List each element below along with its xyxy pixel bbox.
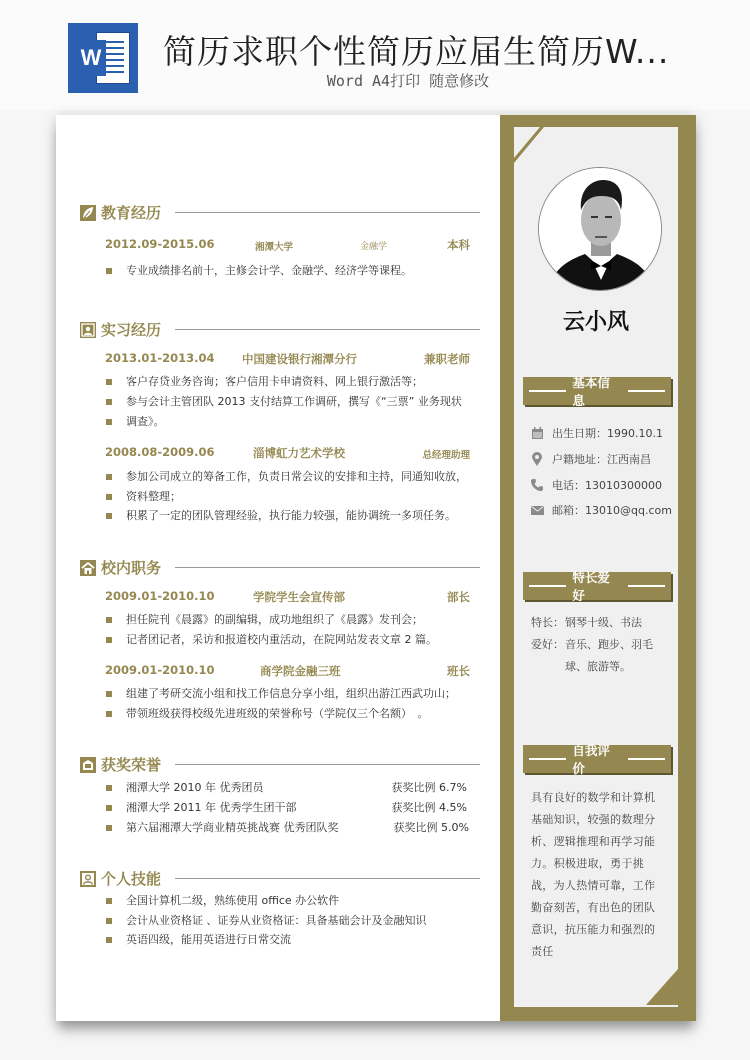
info-text: 出生日期：1990.10.1 [552,427,663,440]
award-ratio: 获奖比例 6.7% [391,781,467,794]
user-icon [80,871,96,887]
mail-icon [530,503,544,517]
divider [175,878,480,879]
entry-date: 2008.08-2009.06 [105,445,215,459]
phone-icon [530,478,544,492]
entry-date: 2012.09-2015.06 [105,237,215,251]
internship-entry-header [105,445,470,461]
self-eval-text: 具有良好的数学和计算机基础知识，较强的数理分析、逻辑推理和再学习能力。积极进取，勇于挑战，为人热情可靠，工作勤奋刻苦，有出色的团队意识，抗压能力和强烈的责任 [531,791,656,958]
entry-org: 学院学生会宣传部 [253,590,345,604]
section-title: 自我评价 [572,743,610,776]
corner-decoration-icon [644,967,678,1007]
hobby-label: 爱好： [531,638,564,651]
list-item: 参与会计主管团队 2013 支付结算工作调研，撰写《“三票” 业务现状 [105,392,475,412]
entry-role: 部长 [447,590,470,604]
info-birthdate [530,425,663,441]
dash-right [628,390,665,392]
award-text: 第六届湘潭大学商业精英挑战赛 优秀团队奖 [126,821,339,834]
info-text: 电话：13010300000 [552,479,662,492]
listing-header [0,0,750,110]
basic-info-header [523,375,671,408]
campus-entry-header [105,589,470,605]
section-skills-header [80,868,480,889]
leaf-icon [80,205,96,221]
dash-left [529,390,566,392]
divider [175,329,480,330]
section-title: 个人技能 [101,870,162,888]
entry-date: 2013.01-2013.04 [105,351,215,365]
entry-org: 商学院金融三班 [260,664,341,678]
entry-role: 本科 [447,238,470,252]
entry-role: 班长 [447,664,470,678]
dash-left [529,585,566,587]
divider [175,212,480,213]
hobby-row [531,634,671,678]
section-title: 教育经历 [101,204,162,222]
education-entry-header [105,237,470,253]
info-text: 邮箱：13010@qq.com [552,504,672,517]
self-eval-header [523,743,671,776]
entry-org: 中国建设银行湘潭分行 [242,352,357,366]
side-panel-inner [514,127,678,1007]
list-item [105,778,475,798]
location-pin-icon [530,452,544,466]
list-item: 带领班级获得校级先进班级的荣誉称号（学院仅三个名额） 。 [105,704,475,724]
entry-role: 兼职老师 [424,352,470,366]
entry-org: 湘潭大学 [255,242,294,253]
specialty-value: 钢琴十级、书法 [565,616,642,629]
word-letter: W [76,40,106,76]
continuation-text: 资料整理； [126,490,181,503]
person-card-icon [80,322,96,338]
award-ratio: 获奖比例 4.5% [391,801,467,814]
dash-right [628,585,665,587]
section-title: 获奖荣誉 [101,756,162,774]
hobby-value: 音乐、跑步、羽毛球、旅游等。 [565,638,653,673]
home-icon [80,560,96,576]
list-item-continuation [105,412,475,432]
divider [175,567,480,568]
listing-subtitle: Word A4打印 随意修改 [326,72,490,90]
section-internship-header [80,319,480,340]
continuation-text: 调查》。 [126,415,165,428]
list-item: 积累了一定的团队管理经验，执行能力较强，能协调统一多项任务。 [105,506,475,526]
list-item: 记者团记者，采访和报道校内重活动，在院网站发表文章 2 篇。 [105,630,475,650]
list-item: 担任院刊《晨露》的副编辑，成功地组织了《晨露》发刊会； [105,610,475,630]
info-text: 户籍地址：江西南昌 [552,453,651,466]
entry-date: 2009.01-2010.10 [105,589,215,603]
trophy-box-icon [80,757,96,773]
profile-photo [539,168,662,291]
section-title: 特长爱好 [572,570,610,603]
award-ratio: 获奖比例 5.0% [393,821,469,834]
list-item: 英语四级，能用英语进行日常交流 [105,930,475,950]
dash-right [628,758,665,760]
list-item [105,798,475,818]
list-item-continuation [105,487,475,507]
specialty-label: 特长： [531,616,564,629]
section-title: 基本信息 [572,375,610,408]
list-item: 组建了考研交流小组和找工作信息分享小组，组织出游江西武功山； [105,684,475,704]
internship-entry-header [105,351,470,367]
list-item [105,818,475,838]
award-text: 湘潭大学 2010 年 优秀团员 [126,781,264,794]
list-item: 会计从业资格证 、证券从业资格证：具备基础会计及金融知识 [105,911,475,931]
info-address [530,451,651,467]
entry-major: 金融学 [360,242,388,252]
hobbies-header [523,570,671,603]
list-item: 全国计算机二级，熟练使用 office 办公软件 [105,891,475,911]
section-campus-header [80,557,480,578]
info-email [530,502,672,518]
resume-page [56,115,696,1021]
list-item: 专业成绩排名前十，主修会计学、金融学、经济学等课程。 [105,261,475,281]
section-title: 实习经历 [101,321,162,339]
dash-left [529,758,566,760]
candidate-name: 云小风 [562,310,629,335]
specialty-row [531,612,671,634]
entry-date: 2009.01-2010.10 [105,663,215,677]
calendar-icon [530,426,544,440]
divider [175,764,480,765]
list-item: 客户存贷业务咨询；客户信用卡申请资料、网上银行激活等； [105,372,475,392]
corner-decoration-icon [514,127,550,167]
section-title: 校内职务 [101,559,162,577]
section-awards-header [80,754,480,775]
campus-entry-header [105,663,470,679]
listing-title: 简历求职个性简历应届生简历W... [163,32,670,71]
avatar [538,167,662,291]
info-phone [530,477,662,493]
entry-role: 总经理助理 [422,450,470,461]
award-text: 湘潭大学 2011 年 优秀学生团干部 [126,801,297,814]
section-education-header [80,202,480,223]
entry-org: 淄博虹力艺术学校 [253,446,345,460]
side-panel [500,115,696,1021]
list-item: 参加公司成立的筹备工作，负责日常会议的安排和主持，同通知收放， [105,467,475,487]
